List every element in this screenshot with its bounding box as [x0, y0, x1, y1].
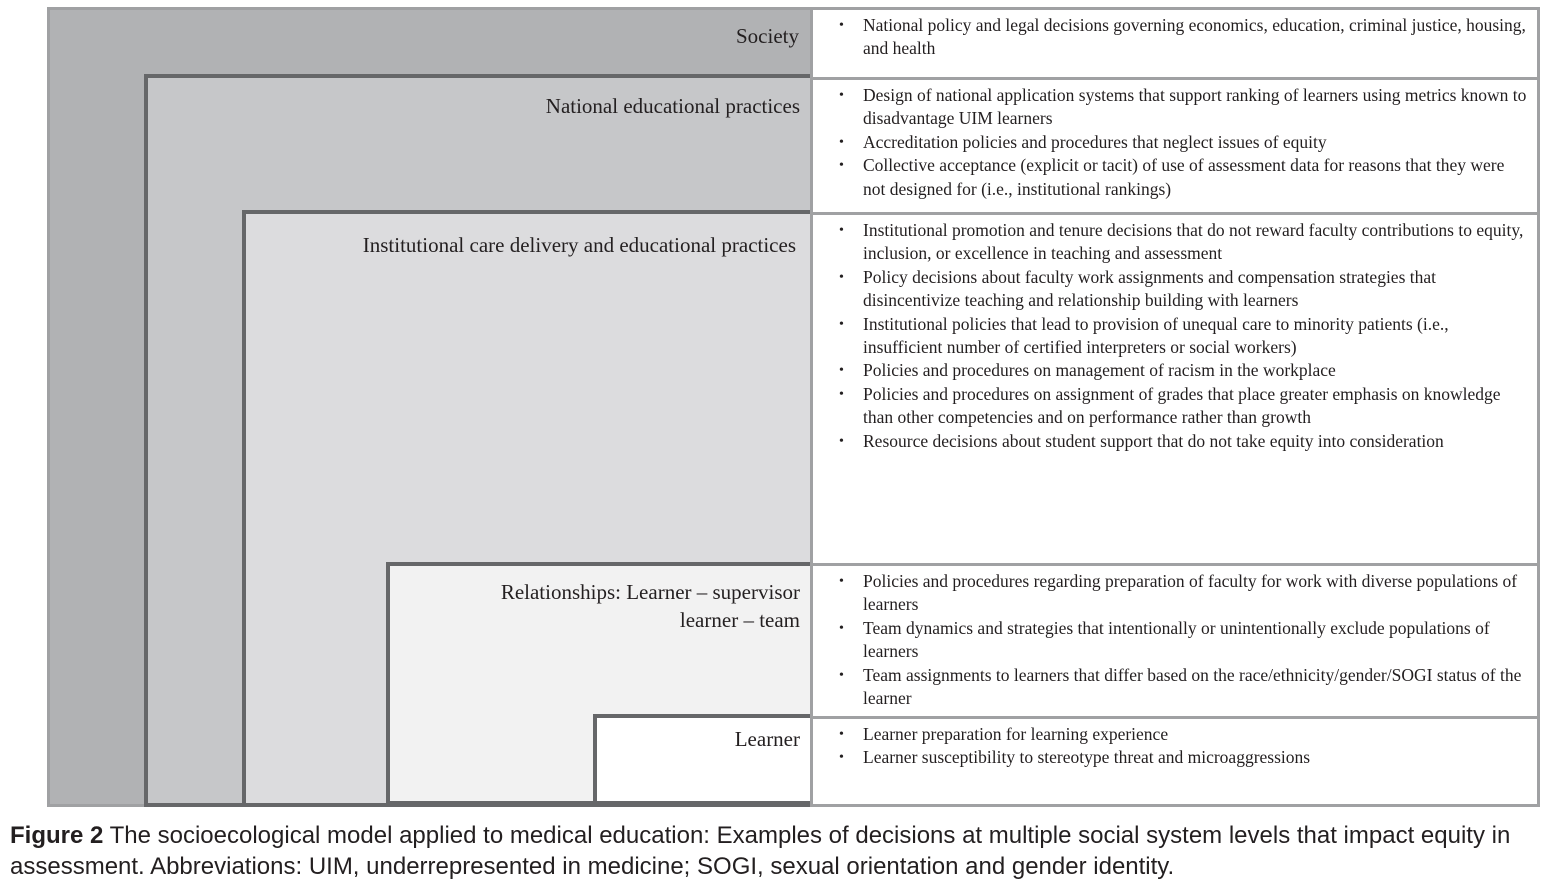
relationships-label-line1: Relationships: Learner – supervisor	[500, 580, 800, 604]
example-item: • Learner susceptibility to stereotype threat and microaggressions	[839, 746, 1527, 769]
relationships-label	[501, 578, 800, 634]
relationships-label-line2: learner – team	[679, 608, 800, 632]
figure-caption	[10, 820, 1550, 882]
example-item: • Institutional promotion and tenure decisions that do not reward faculty contributions to equity, inclusion, or excellence in teaching and assessment	[839, 219, 1527, 266]
relationships-examples	[813, 566, 1537, 719]
institutional-label: Institutional care delivery and educational practices	[362, 233, 796, 257]
example-item: • Design of national application systems that support ranking of learners using metrics known to disadvantage UIM learners	[839, 84, 1527, 131]
example-item: • Policies and procedures regarding preparation of faculty for work with diverse populations of learners	[839, 570, 1527, 617]
learner-level	[593, 714, 812, 805]
society-label: Society	[736, 24, 799, 48]
example-item: • Institutional policies that lead to provision of unequal care to minority patients (i.e., insufficient number of certified interpreters or social workers)	[839, 313, 1527, 360]
example-item: • National policy and legal decisions governing economics, education, criminal justice, housing, and health	[839, 14, 1527, 61]
example-list	[839, 219, 1527, 453]
national-examples	[813, 80, 1537, 215]
example-item: • Team dynamics and strategies that intentionally or unintentionally exclude populations of learners	[839, 617, 1527, 664]
example-list	[839, 570, 1527, 710]
example-item: • Policies and procedures on management of racism in the workplace	[839, 359, 1527, 382]
society-examples	[813, 10, 1537, 80]
example-item: • Collective acceptance (explicit or tacit) of use of assessment data for reasons that they were not designed for (i.e., institutional rankings)	[839, 154, 1527, 201]
example-list	[839, 14, 1527, 61]
caption-text: The socioecological model applied to medical education: Examples of decisions at multiple social system levels that impact equity in assessment. Abbreviations: UIM, underrepresented in medicine; SOGI, sexual orientation and gender identity.	[10, 822, 1511, 880]
examples-column	[810, 7, 1540, 807]
learner-examples	[813, 719, 1537, 804]
national-label: National educational practices	[545, 94, 800, 118]
example-list	[839, 84, 1527, 201]
example-item: • Resource decisions about student support that do not take equity into consideration	[839, 430, 1527, 453]
learner-label: Learner	[734, 727, 800, 751]
institutional-examples	[813, 215, 1537, 566]
example-item: • Policies and procedures on assignment of grades that place greater emphasis on knowledge than other competencies and on performance rather than growth	[839, 383, 1527, 430]
example-list	[839, 723, 1527, 770]
example-item: • Learner preparation for learning experience	[839, 723, 1527, 746]
example-item: • Team assignments to learners that differ based on the race/ethnicity/gender/SOGI status of the learner	[839, 664, 1527, 711]
example-item: • Accreditation policies and procedures that neglect issues of equity	[839, 131, 1527, 154]
caption-label: Figure 2	[10, 822, 104, 849]
example-item: • Policy decisions about faculty work assignments and compensation strategies that disincentivize teaching and relationship building with learners	[839, 266, 1527, 313]
